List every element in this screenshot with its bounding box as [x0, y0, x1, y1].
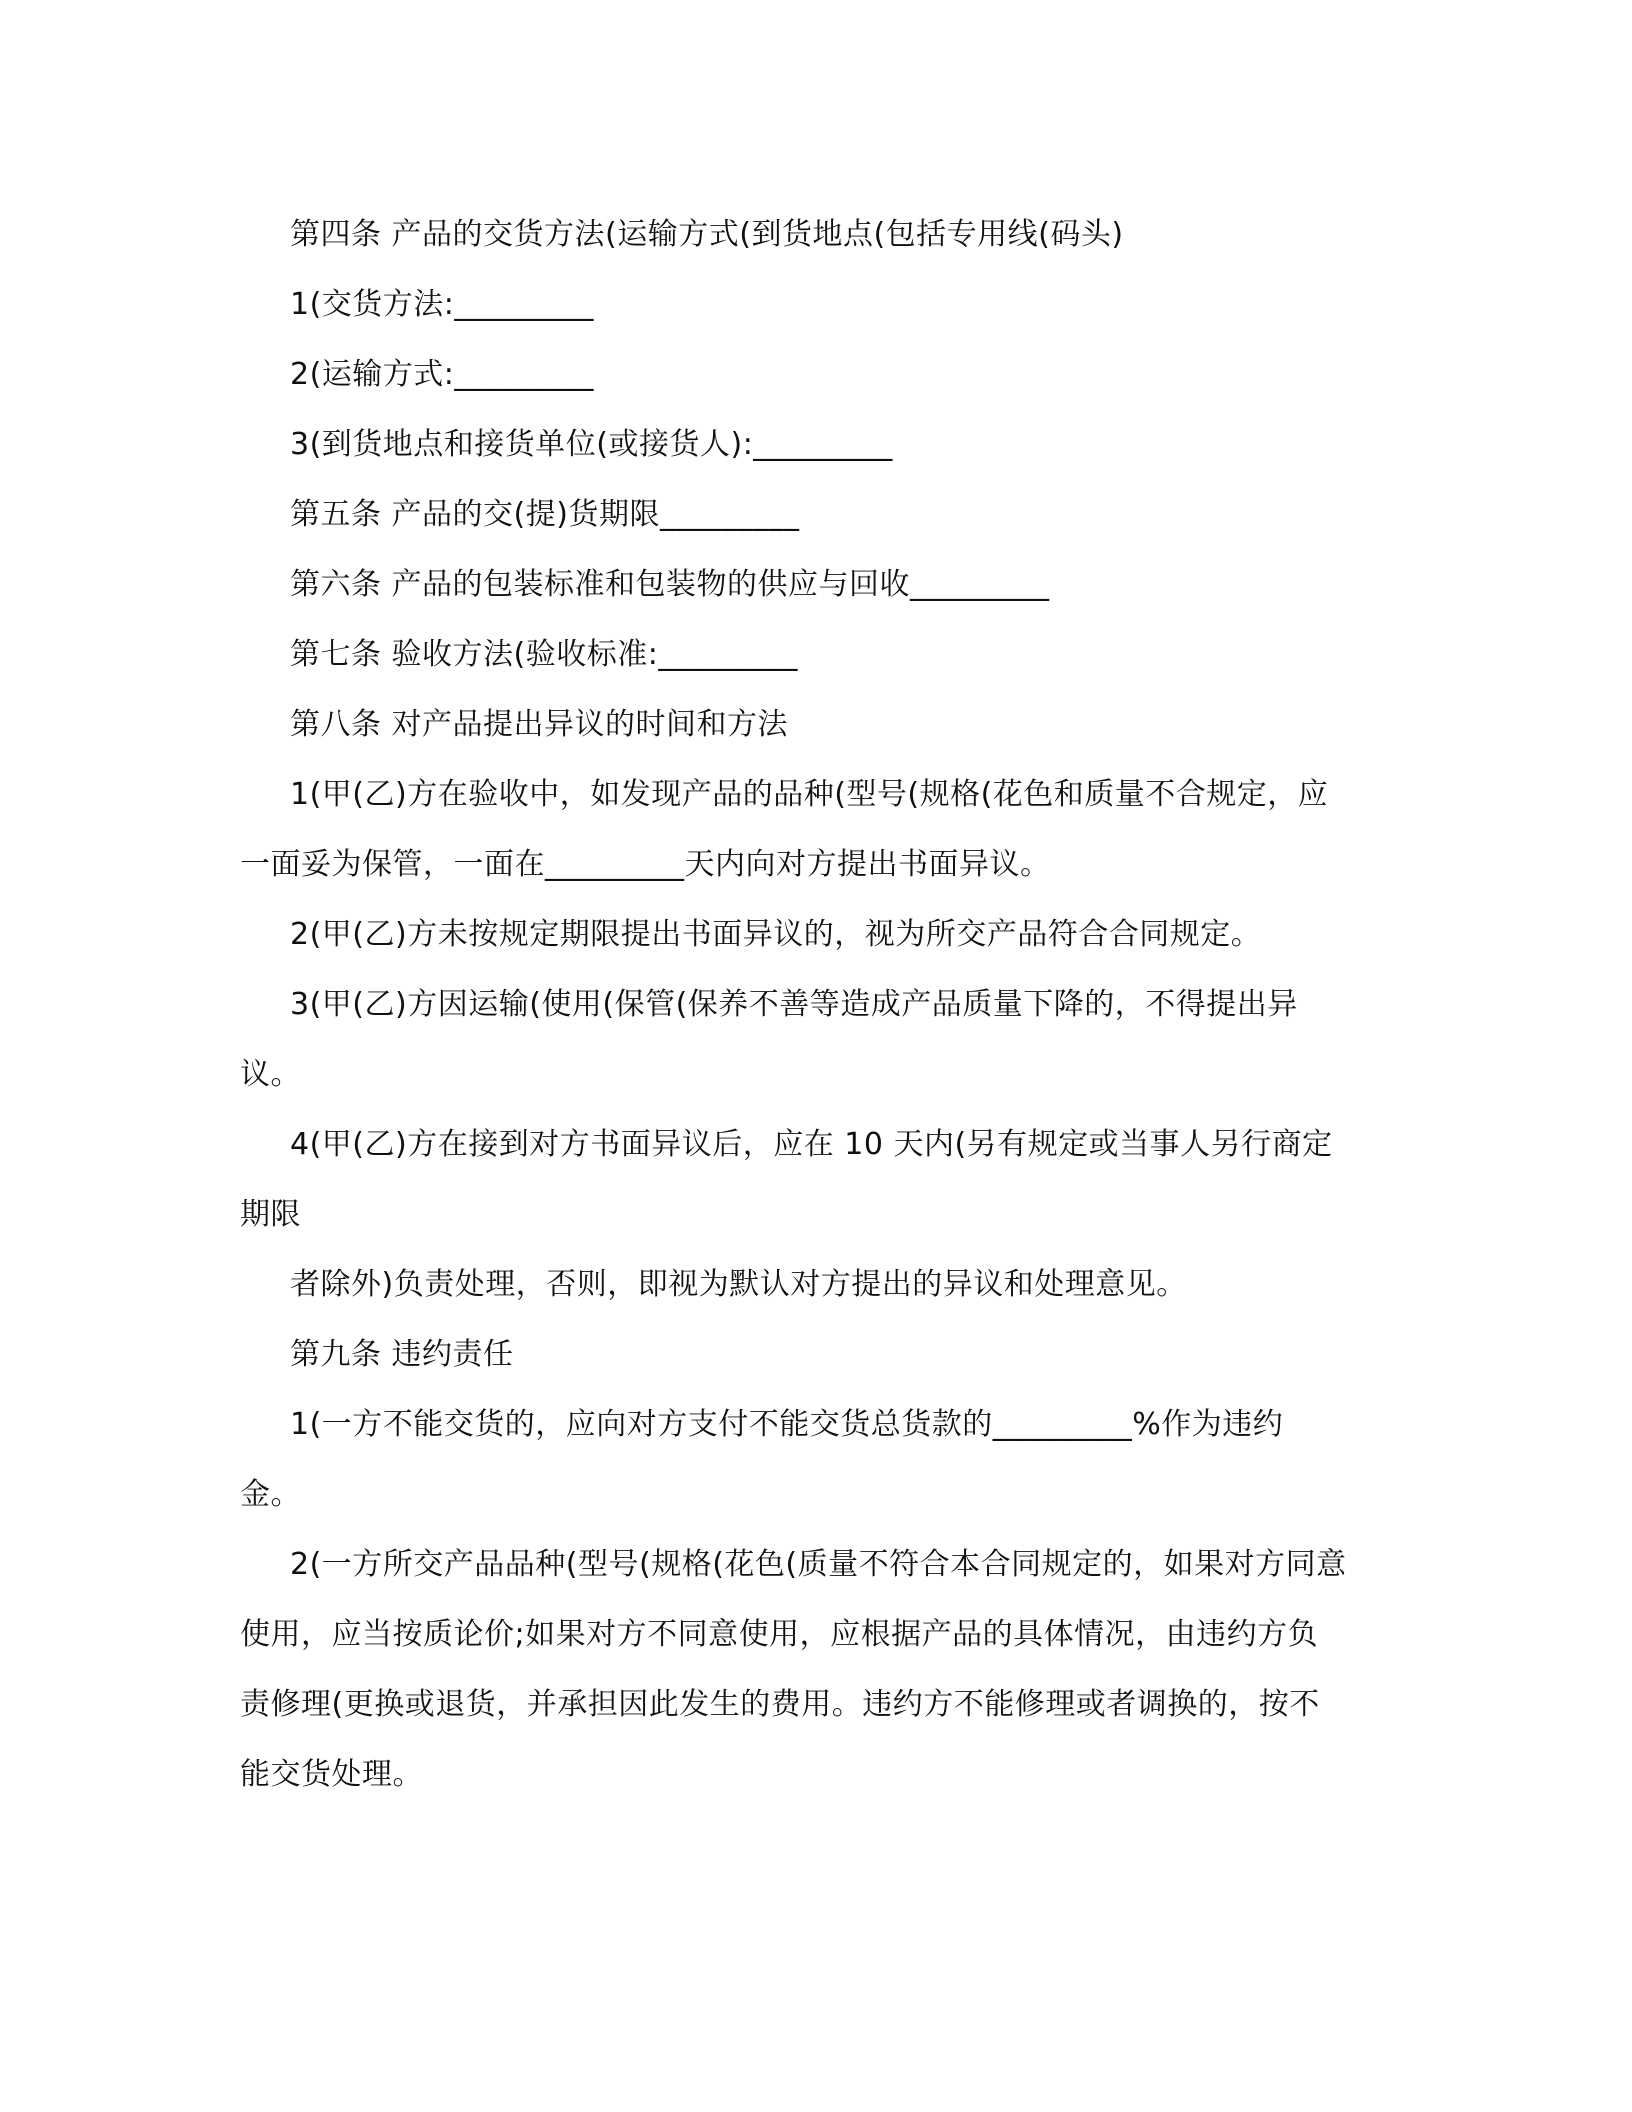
article-9-clause-1-line-1: 1(一方不能交货的，应向对方支付不能交货总货款的_________%作为违约 — [290, 1407, 1284, 1442]
article-8-clause-4-line-3: 者除外)负责处理，否则，即视为默认对方提出的异议和处理意见。 — [290, 1267, 1187, 1302]
article-9-clause-1-line-2: 金。 — [240, 1477, 301, 1512]
article-9-heading: 第九条 违约责任 — [290, 1337, 514, 1372]
transport-mode-line: 2(运输方式:_________ — [290, 357, 594, 392]
article-4-heading: 第四条 产品的交货方法(运输方式(到货地点(包括专用线(码头) — [290, 217, 1124, 252]
article-6-heading: 第六条 产品的包装标准和包装物的供应与回收_________ — [290, 567, 1050, 602]
article-7-heading: 第七条 验收方法(验收标准:_________ — [290, 637, 798, 672]
article-9-clause-2-line-4: 能交货处理。 — [240, 1757, 423, 1792]
article-8-clause-3-line-2: 议。 — [240, 1057, 301, 1092]
article-8-clause-1-line-1: 1(甲(乙)方在验收中，如发现产品的品种(型号(规格(花色和质量不合规定，应 — [290, 777, 1329, 812]
article-5-heading: 第五条 产品的交(提)货期限_________ — [290, 497, 800, 532]
article-8-clause-1-line-2: 一面妥为保管，一面在_________天内向对方提出书面异议。 — [240, 847, 1051, 882]
article-8-clause-4-line-1: 4(甲(乙)方在接到对方书面异议后，应在 10 天内(另有规定或当事人另行商定 — [290, 1127, 1333, 1162]
delivery-location-line: 3(到货地点和接货单位(或接货人):_________ — [290, 427, 893, 462]
article-8-clause-2: 2(甲(乙)方未按规定期限提出书面异议的，视为所交产品符合合同规定。 — [290, 917, 1262, 952]
article-9-clause-2-line-1: 2(一方所交产品品种(型号(规格(花色(质量不符合本合同规定的，如果对方同意 — [290, 1547, 1347, 1582]
article-9-clause-2-line-3: 责修理(更换或退货，并承担因此发生的费用。违约方不能修理或者调换的，按不 — [240, 1687, 1320, 1722]
delivery-method-line: 1(交货方法:_________ — [290, 287, 594, 322]
article-8-heading: 第八条 对产品提出异议的时间和方法 — [290, 707, 789, 742]
article-8-clause-4-line-2: 期限 — [240, 1197, 301, 1232]
document-body — [240, 200, 1390, 1810]
article-9-clause-2-line-2: 使用，应当按质论价;如果对方不同意使用，应根据产品的具体情况，由违约方负 — [240, 1617, 1319, 1652]
article-8-clause-3-line-1: 3(甲(乙)方因运输(使用(保管(保养不善等造成产品质量下降的，不得提出异 — [290, 987, 1298, 1022]
